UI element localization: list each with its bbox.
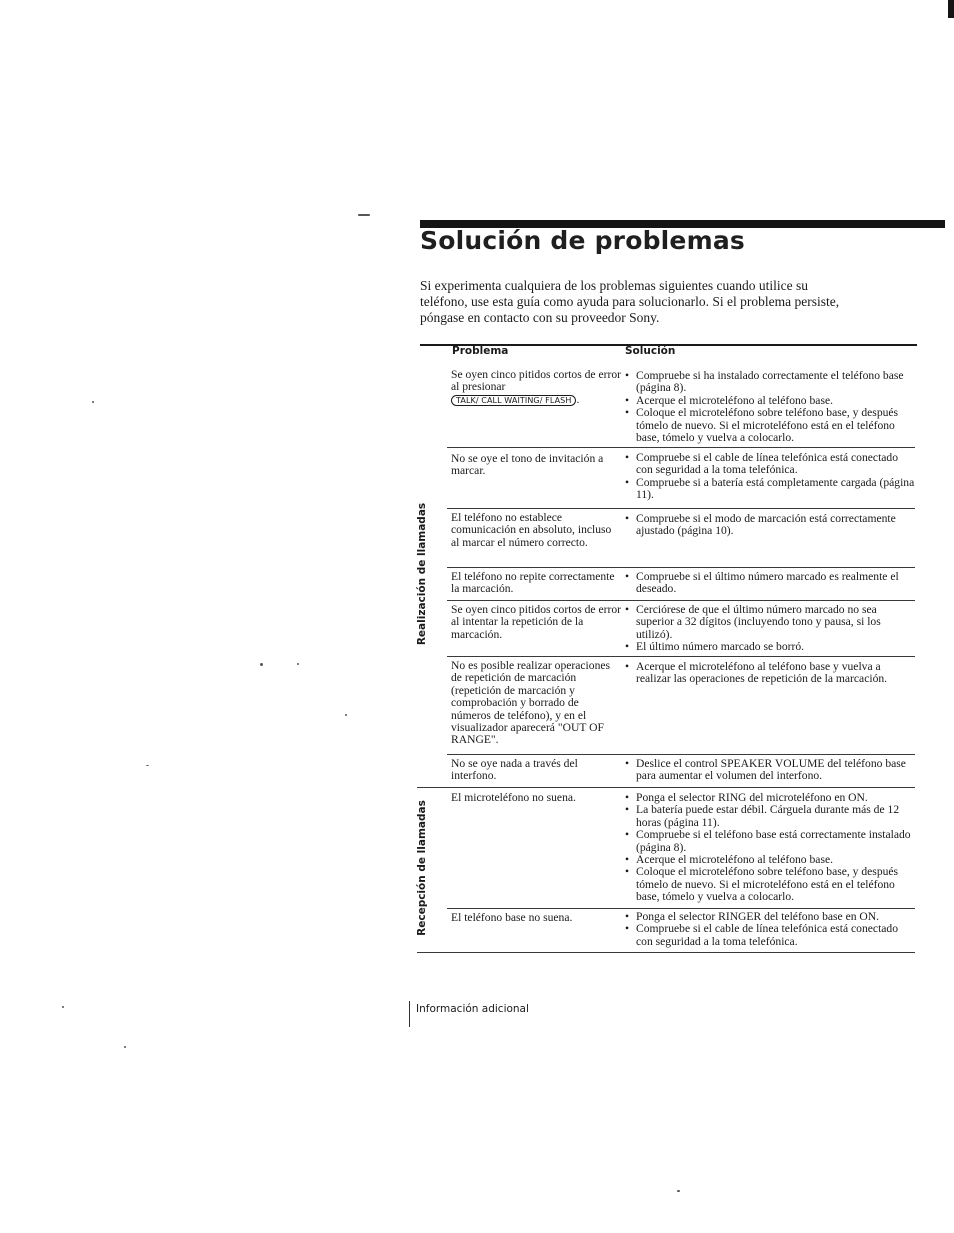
scan-speck [92,401,94,403]
column-header-solution: Solución [625,345,676,357]
table-row-problem [451,369,621,406]
scan-speck [345,714,347,716]
table-row-solution [625,792,915,904]
table-row-problem: Se oyen cinco pitidos cortos de error al intentar la repetición de la marcación. [451,603,621,641]
table-row-problem: No se oye nada a través del interfono. [451,757,578,783]
solution-item: • Compruebe si el cable de línea telefónica está conectado con seguridad a la toma telefónica. [625,452,915,477]
table-bottom-rule [417,952,915,953]
table-row-solution [625,911,915,948]
row-divider [447,908,915,909]
scan-speck [124,1046,126,1048]
solution-item: • Compruebe si el cable de línea telefónica está conectado con seguridad a la toma telefónica. [625,923,915,948]
table-row-problem: El teléfono no establece comunicación en absoluto, incluso al marcar el número correcto. [451,511,612,549]
solution-item: • Coloque el microteléfono sobre teléfono base, y después tómelo de nuevo. Si el microteléfono está en el teléfono base, tómelo y vuelva a colocarlo. [625,407,915,444]
table-row-solution [625,370,915,444]
table-row-solution [625,571,915,596]
intro-paragraph: Si experimenta cualquiera de los problemas siguientes cuando utilice su teléfono, use esta guía como ayuda para solucionarlo. Si el problema persiste, póngase en contacto con su proveedor Sony. [420,278,840,326]
table-row-solution [625,661,915,686]
section-label-making-calls: Realización de llamadas [416,502,428,646]
solution-item: • Compruebe si ha instalado correctamente el teléfono base (página 8). [625,370,915,395]
table-row-problem: El teléfono base no suena. [451,911,573,924]
table-row-solution [625,452,915,502]
table-row-solution [625,758,915,783]
solution-item: • La batería puede estar débil. Cárguela durante más de 12 horas (página 11). [625,804,915,829]
footer-rule [409,1001,410,1027]
row-divider [447,447,915,448]
scan-speck [260,663,263,666]
table-row-problem: El microteléfono no suena. [451,791,576,804]
row-divider [447,787,915,788]
solution-item: • Ponga el selector RINGER del teléfono base en ON. [625,911,915,923]
solution-item: • Compruebe si el teléfono base está correctamente instalado (página 8). [625,829,915,854]
solution-item: • Compruebe si el último número marcado es realmente el deseado. [625,571,915,596]
section-label-receiving-calls: Recepción de llamadas [416,800,428,936]
solution-item: • Cerciórese de que el último número marcado no sea superior a 32 dígitos (incluyendo tono y pausa, si los utilizó). [625,604,915,641]
solution-item: • Acerque el microteléfono al teléfono base. [625,854,915,866]
page-title: Solución de problemas [420,226,745,255]
scan-speck [358,214,370,216]
scan-speck [146,765,149,766]
footer-section-label: Información adicional [416,1003,529,1015]
solution-item: • Coloque el microteléfono sobre teléfono base, y después tómelo de nuevo. Si el microteléfono está en el teléfono base, tómelo y vuelva a colocarlo. [625,866,915,903]
table-row-problem: No se oye el tono de invitación a marcar. [451,452,604,478]
column-header-problem: Problema [452,345,509,357]
row-divider [447,600,915,601]
scan-speck [297,663,299,665]
table-row-solution [625,513,915,538]
table-row-solution [625,604,915,654]
table-row-problem: No es posible realizar operaciones de repetición de marcación (repetición de marcación y comprobación y borrado de números de teléfono), y en el visualizador aparecerá "OUT OF RANGE". [451,659,611,747]
solution-item: • Deslice el control SPEAKER VOLUME del teléfono base para aumentar el volumen del interfono. [625,758,915,783]
solution-item: • Acerque el microteléfono al teléfono base y vuelva a realizar las operaciones de repetición de la marcación. [625,661,915,686]
solution-item: • El último número marcado se borró. [625,641,915,653]
table-row-problem: El teléfono no repite correctamente la marcación. [451,570,615,596]
page-edge-mark [948,0,954,18]
solution-item: • Compruebe si a batería está completamente cargada (página 11). [625,477,915,502]
scan-speck [677,1190,680,1192]
solution-item: • Ponga el selector RING del microteléfono en ON. [625,792,915,804]
solution-item: • Compruebe si el modo de marcación está correctamente ajustado (página 10). [625,513,915,538]
row-divider [447,656,915,657]
section-divider [417,787,447,788]
row-divider [447,754,915,755]
talk-call-waiting-flash-key: TALK/ CALL WAITING/ FLASH [451,395,576,406]
key-suffix: . [576,392,580,406]
row-divider [447,508,915,509]
solution-item: • Acerque el microteléfono al teléfono base. [625,395,915,407]
scan-speck [62,1006,64,1008]
problem-text: Se oyen cinco pitidos cortos de error al presionar [451,368,621,394]
row-divider [447,567,915,568]
